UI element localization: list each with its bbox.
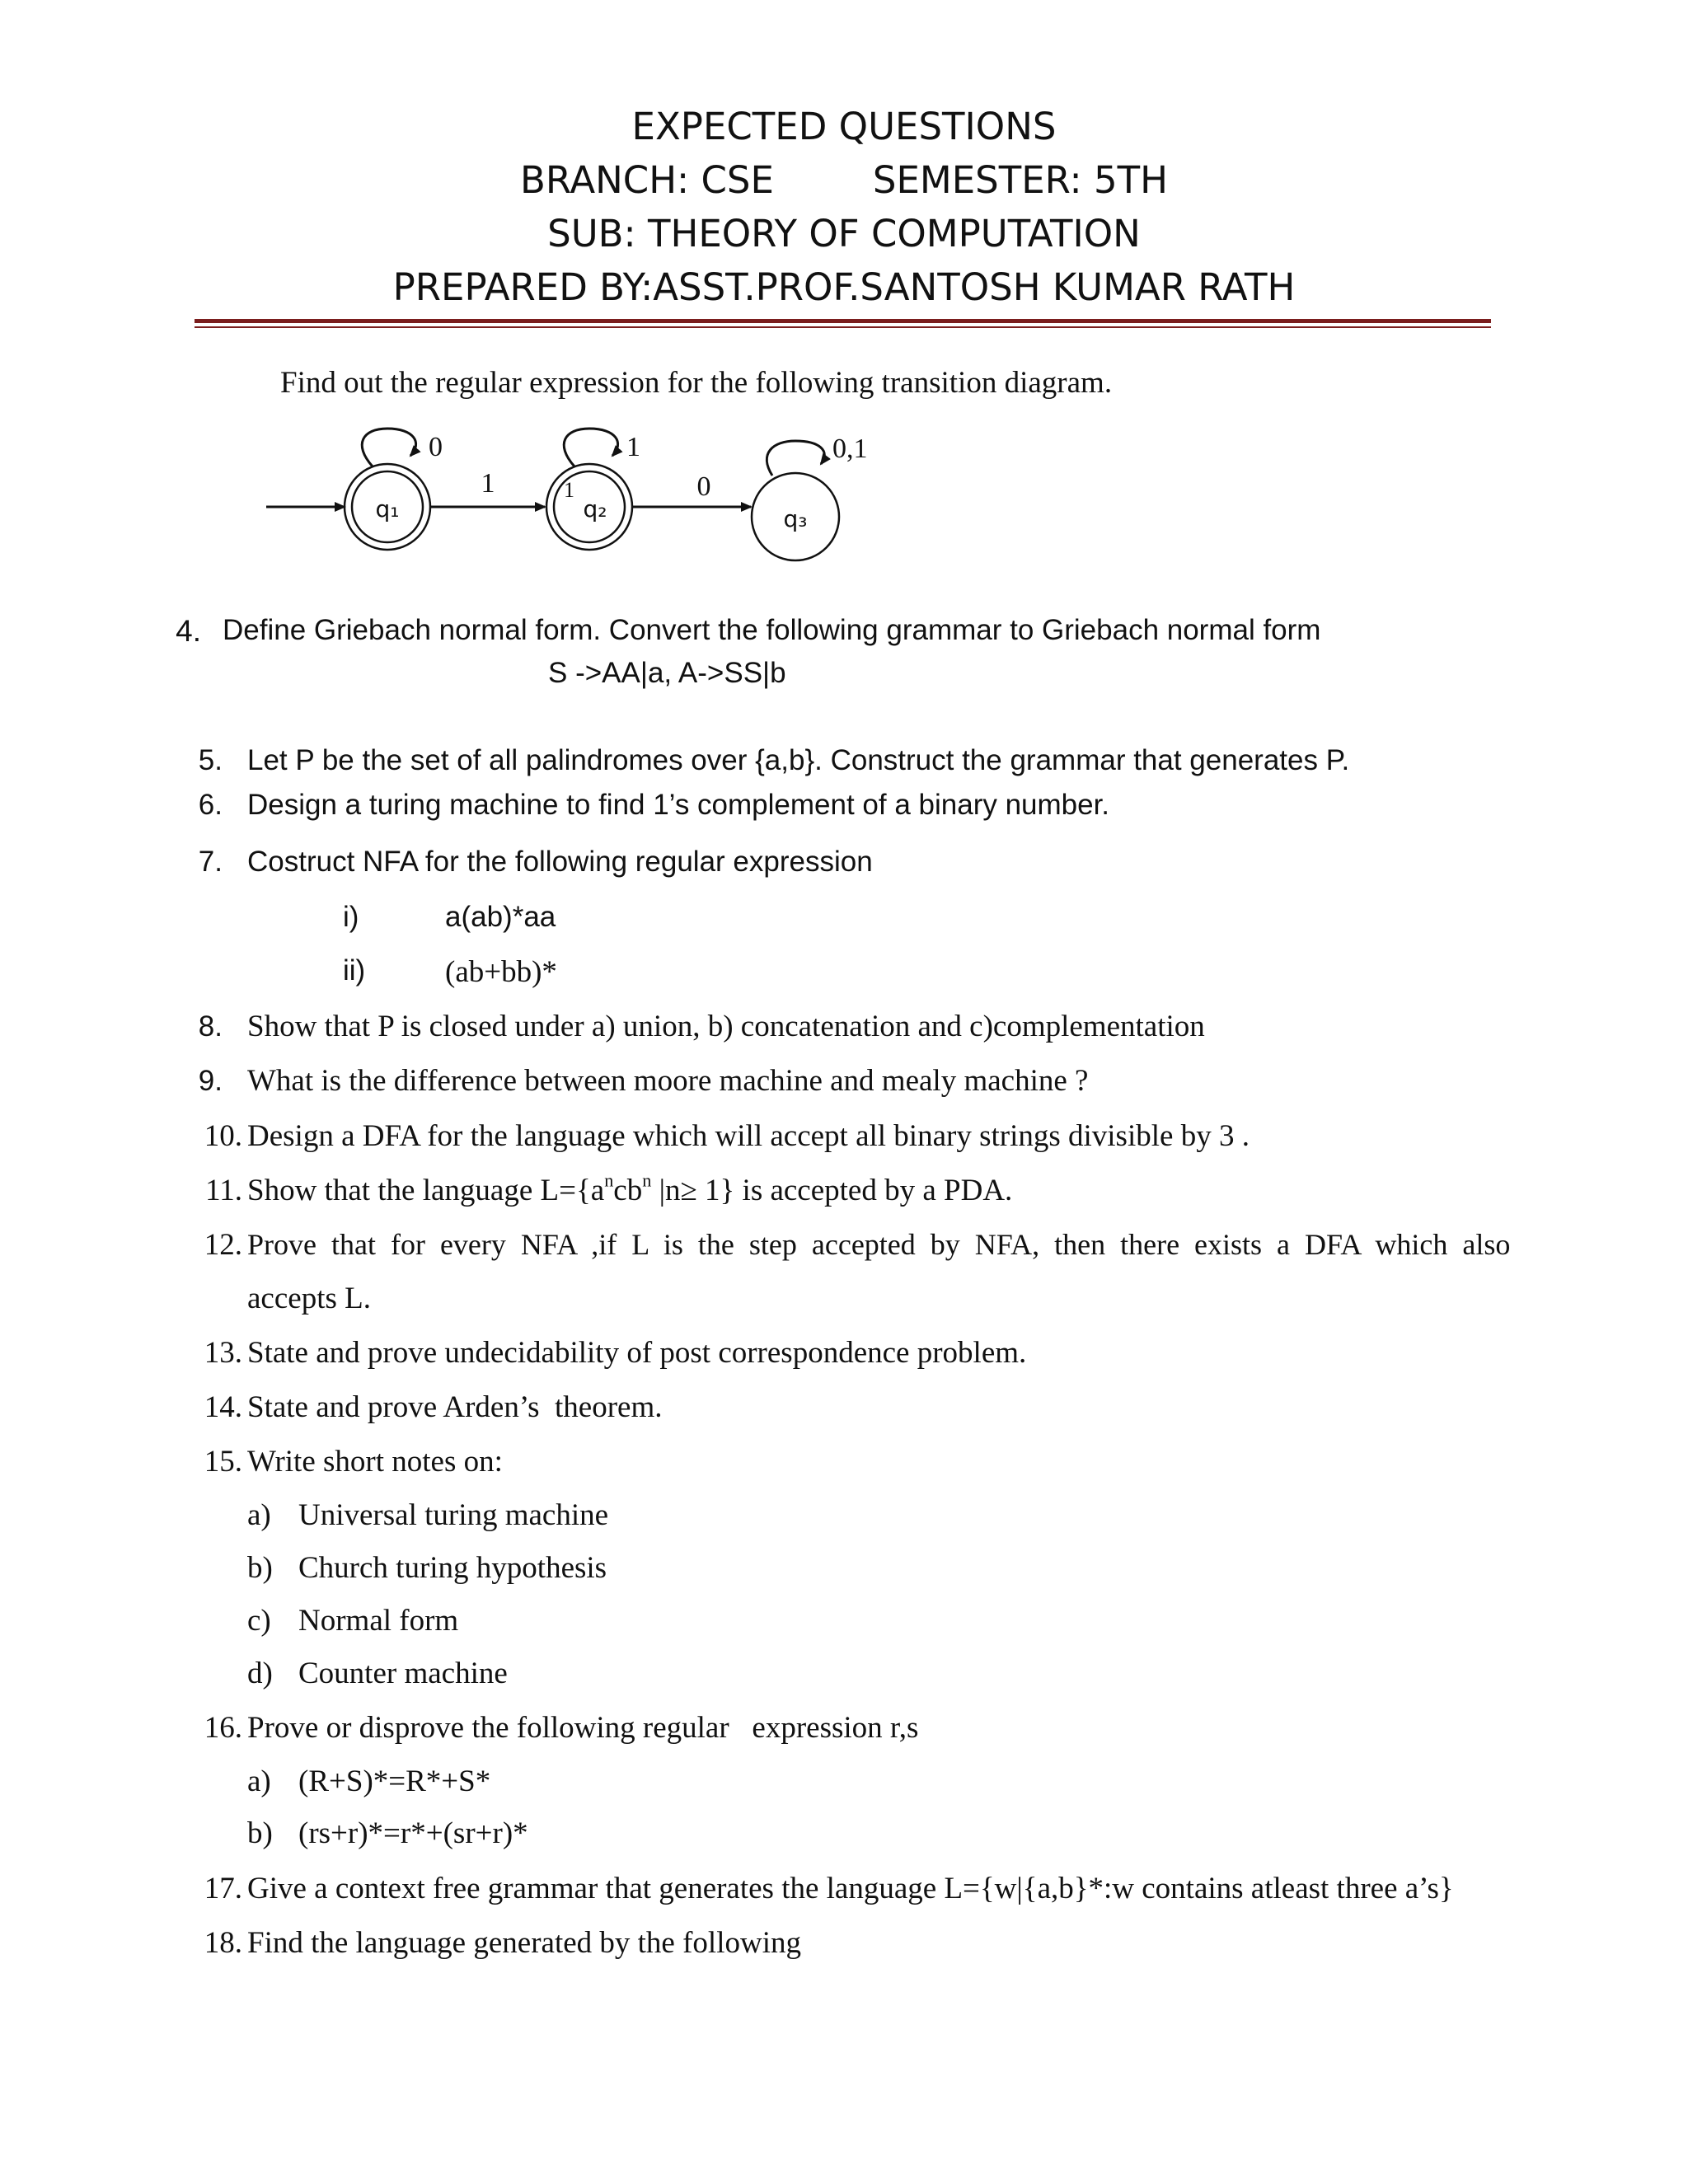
state-q2: [546, 429, 640, 550]
q11-prefix: Show that the language L={a: [247, 1174, 605, 1207]
q15-item-c-label: c): [247, 1604, 271, 1638]
q14-number: 14.: [204, 1390, 242, 1424]
q11-suffix: |n≥ 1} is accepted by a PDA.: [651, 1174, 1013, 1207]
header-subject: SUB: THEORY OF COMPUTATION: [547, 212, 1141, 255]
q4-text: Define Griebach normal form. Convert the following grammar to Griebach normal form: [223, 614, 1321, 646]
q9-text: What is the difference between moore machine and mealy machine ?: [247, 1064, 1089, 1098]
q6-number: 6.: [198, 789, 223, 821]
q10-text: Design a DFA for the language which will accept all binary strings divisible by 3 .: [247, 1119, 1250, 1153]
header-branch-semester: [0, 158, 1688, 203]
q7-item-i-expr: a(ab)*aa: [445, 901, 556, 933]
stray-label: 1: [564, 478, 574, 502]
q15-item-c-text: Normal form: [298, 1604, 459, 1638]
q12-line1: Prove that for every NFA ,if L is the step accepted by NFA, then there exists a DFA which also: [247, 1228, 1511, 1261]
branch-label: BRANCH: CSE: [520, 158, 774, 202]
q16-item-b-label: b): [247, 1816, 273, 1850]
q7-item-ii-expr: (ab+bb)*: [445, 955, 557, 989]
q15-item-d-text: Counter machine: [298, 1657, 508, 1690]
q11-sup-n2: n: [642, 1169, 652, 1191]
q15-item-b-text: Church turing hypothesis: [298, 1551, 607, 1585]
loop-q1: [362, 429, 415, 466]
q5-text: Let P be the set of all palindromes over {a,b}. Construct the grammar that generates P.: [247, 744, 1350, 776]
loop-q1-label: 0: [429, 432, 443, 462]
q13-number: 13.: [204, 1336, 242, 1370]
q7-item-ii-label: ii): [343, 954, 366, 987]
transition-diagram: [264, 424, 890, 589]
q16-number: 16.: [204, 1711, 242, 1745]
state-q2-label: q₂: [583, 495, 607, 523]
q11-mid: cb: [613, 1174, 643, 1207]
intro-text: Find out the regular expression for the following transition diagram.: [280, 366, 1113, 400]
q15-item-b-label: b): [247, 1551, 273, 1585]
q4-grammar: S ->AA|a, A->SS|b: [548, 657, 786, 689]
q15-item-a-text: Universal turing machine: [298, 1498, 609, 1532]
q8-text: Show that P is closed under a) union, b) concatenation and c)complementation: [247, 1010, 1205, 1043]
edge-q2-q3-label: 0: [696, 471, 711, 502]
edge-q1-q2-label: 1: [481, 468, 495, 499]
q4-number: 4.: [176, 614, 201, 648]
semester-label: SEMESTER: 5TH: [872, 158, 1168, 202]
q16-item-b-text: (rs+r)*=r*+(sr+r)*: [298, 1816, 528, 1850]
loop-q2: [564, 429, 617, 466]
q13-text: State and prove undecidability of post correspondence problem.: [247, 1336, 1027, 1370]
q7-item-i-label: i): [343, 901, 359, 933]
q11-sup-n1: n: [604, 1169, 614, 1191]
q11-number: 11.: [205, 1174, 242, 1207]
q9-number: 9.: [198, 1065, 223, 1097]
q8-number: 8.: [198, 1010, 223, 1043]
q18-text: Find the language generated by the following: [247, 1926, 801, 1960]
q15-item-a-label: a): [247, 1498, 271, 1532]
q12-line2: accepts L.: [247, 1282, 371, 1315]
q14-text: State and prove Arden’s theorem.: [247, 1390, 663, 1424]
q16-item-a-label: a): [247, 1765, 271, 1798]
header-rule-thin: [195, 326, 1491, 328]
header-title: EXPECTED QUESTIONS: [631, 105, 1057, 148]
q18-number: 18.: [204, 1926, 242, 1960]
q7-number: 7.: [198, 846, 223, 878]
header-rule-thick: [195, 319, 1491, 323]
q17-number: 17.: [204, 1872, 242, 1905]
q7-text: Costruct NFA for the following regular expression: [247, 846, 873, 878]
state-q1-label: q₁: [375, 495, 400, 523]
q5-number: 5.: [198, 744, 223, 776]
q12-number: 12.: [204, 1228, 242, 1262]
q11-text: [247, 1169, 1013, 1208]
loop-q3: [767, 441, 824, 476]
loop-q2-label: 1: [626, 432, 640, 462]
q6-text: Design a turing machine to find 1’s complement of a binary number.: [247, 789, 1110, 821]
q15-number: 15.: [204, 1445, 242, 1479]
header-prepared-by: PREPARED BY:ASST.PROF.SANTOSH KUMAR RATH: [392, 265, 1296, 309]
q16-item-a-text: (R+S)*=R*+S*: [298, 1765, 491, 1798]
q10-number: 10.: [204, 1119, 242, 1153]
state-q3-label: q₃: [783, 505, 808, 532]
q15-item-d-label: d): [247, 1657, 273, 1690]
loop-q3-label: 0,1: [832, 434, 868, 464]
q15-text: Write short notes on:: [247, 1445, 503, 1479]
state-q1: [345, 429, 443, 550]
q17-text: Give a context free grammar that generates the language L={w|{a,b}*:w contains atleast three a’s}: [247, 1872, 1454, 1905]
q16-text: Prove or disprove the following regular expression r,s: [247, 1711, 919, 1745]
state-q3: [752, 434, 868, 560]
